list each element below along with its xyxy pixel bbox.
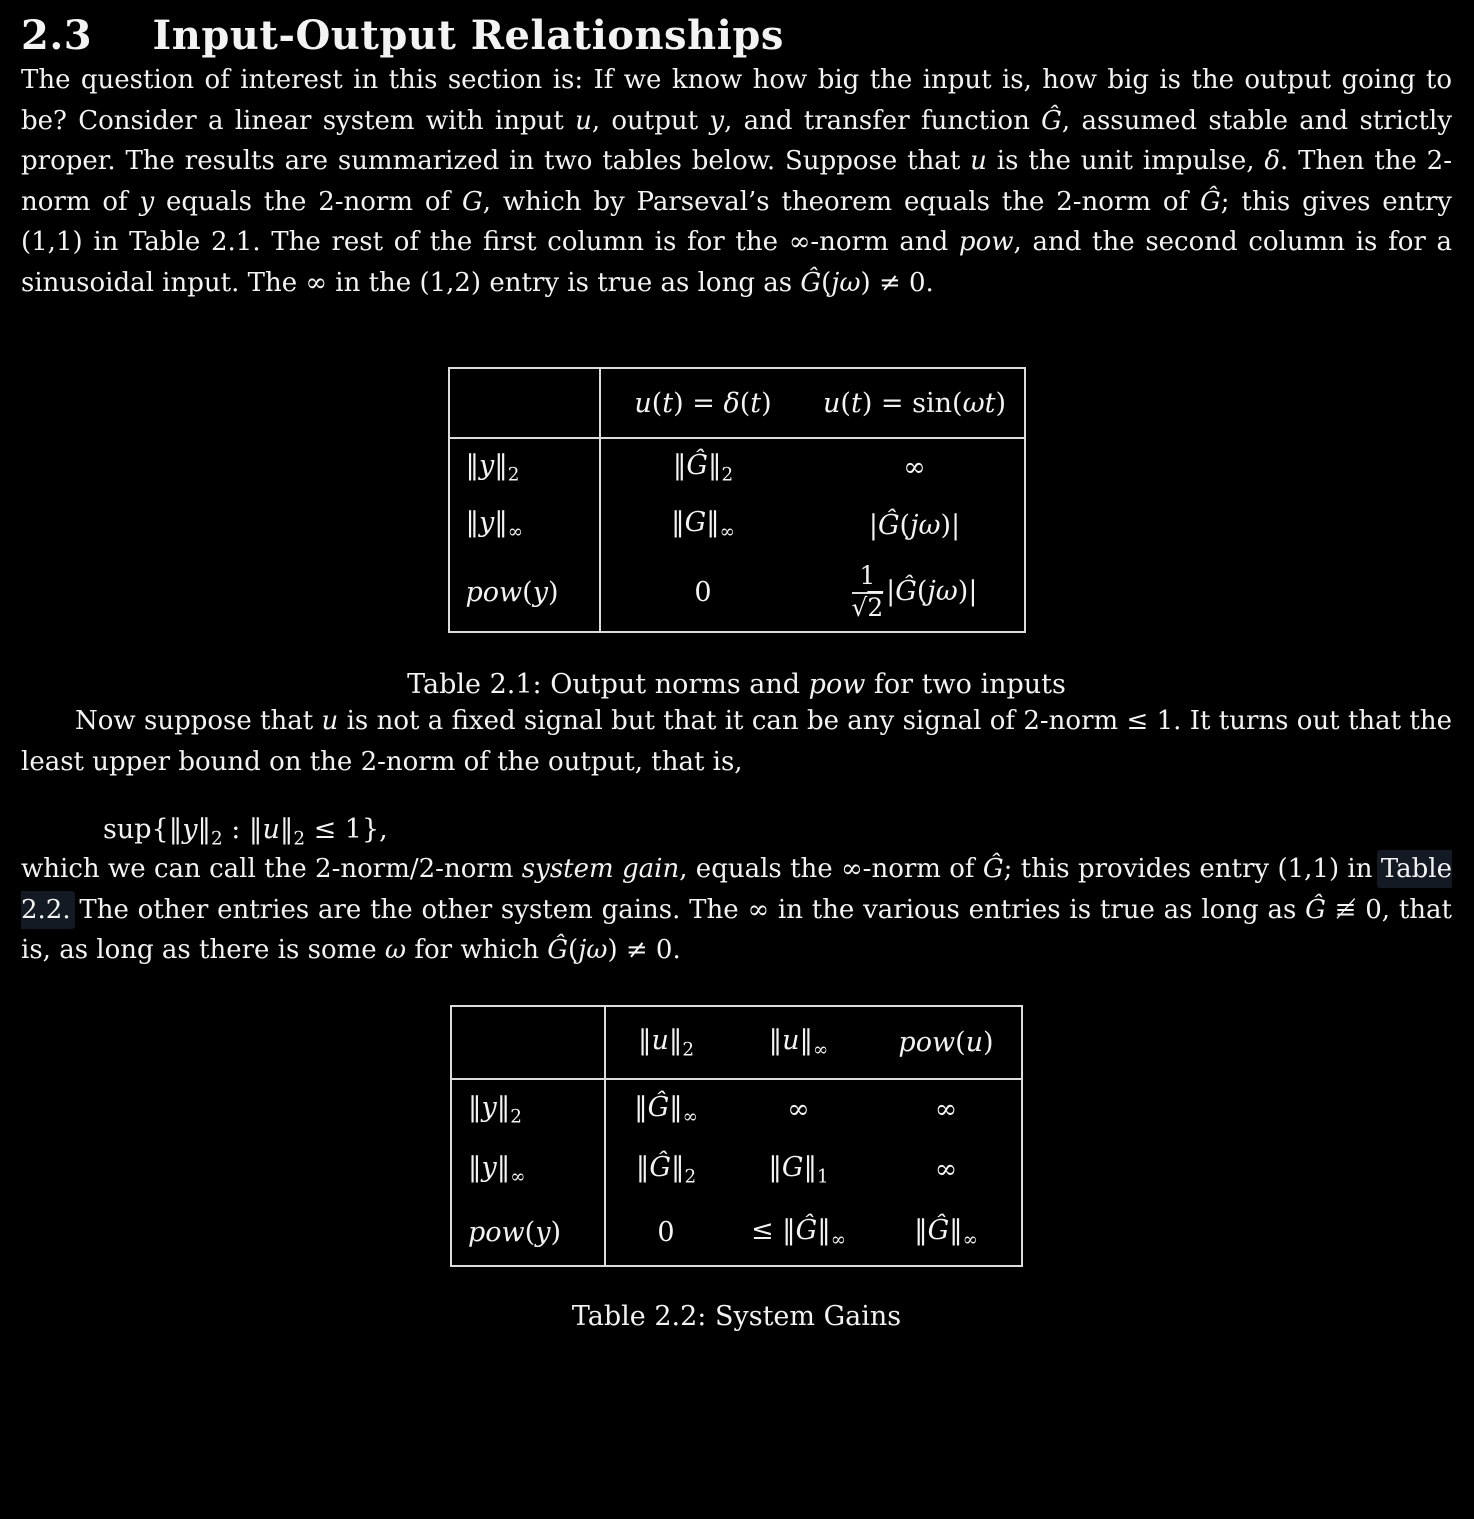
table-cell: ∞ <box>903 452 926 483</box>
table-2-1-header-row <box>449 368 1025 438</box>
table-cell: $‖Ĝ‖_2$ <box>672 449 734 486</box>
table-2-1-header-impulse-input: u(t) = δ(t) <box>634 387 772 419</box>
paragraph-3-text-after: The other entries are the other system gains. The ∞ in the various entries is true as long as Ĝ ≢ 0, that is, as long as there is some ω for which Ĝ(jω) ≠ 0. <box>21 894 1453 966</box>
section-number: 2.3 <box>21 12 93 59</box>
table-cell: |Ĝ(jω)| <box>868 509 961 541</box>
table-cell: $‖Ĝ‖_\infty$ <box>634 1091 698 1128</box>
table-2-2-header-pow-u: pow(u) <box>898 1026 994 1058</box>
table-2-2-header-u-infnorm: $‖u‖_\infty$ <box>768 1024 829 1061</box>
table-row <box>451 1201 1022 1266</box>
table-2-2 <box>450 1005 1023 1267</box>
table-2-1-caption: Table 2.1: Output norms and pow for two inputs <box>407 669 1066 700</box>
paragraph-intro: The question of interest in this section is: If we know how big the input is, how big is the output going to be? Consider a linear system with input u, output y, and transfer function Ĝ, assumed stable and strictly proper. The results are summarized in two tables below. Suppose that u is the unit impulse, δ. Then the 2-norm of y equals the 2-norm of G, which by Parseval’s theorem equals the 2-norm of Ĝ; this gives entry (1,1) in Table 2.1. The rest of the first column is for the ∞-norm and pow, and the second column is for a sinusoidal input. The ∞ in the (1,2) entry is true as long as Ĝ(jω) ≠ 0. <box>21 65 1453 298</box>
table-row <box>451 1079 1022 1139</box>
row-label-y-infnorm: $‖y‖_\infty$ <box>449 496 600 554</box>
table-2-1 <box>448 367 1026 633</box>
section-heading <box>21 12 1452 60</box>
table-2-2-reference-link[interactable]: Table 2.2. <box>21 854 1452 925</box>
section-title: Input-Output Relationships <box>152 12 784 59</box>
equation-sup-2norm: $sup\{‖y‖_2$ : $‖u‖_2 \le 1$}, <box>103 814 388 850</box>
table-cell: 0 <box>657 1217 675 1249</box>
table-row <box>451 1139 1022 1201</box>
row-label-y-2norm: $‖y‖_2$ <box>449 438 600 496</box>
table-2-2-header-u-2norm: $‖u‖_2$ <box>637 1024 695 1061</box>
table-cell: ∞ <box>787 1093 810 1125</box>
table-2-2-header-row <box>451 1006 1022 1079</box>
table-cell: $\frac{1}{√2}$ |Ĝ(jω)| <box>851 561 978 622</box>
paragraph-2: Now suppose that u is not a fixed signal but that it can be any signal of 2-norm ≤ 1. It turns out that the least upper bound on the 2-norm of the output, that is, <box>21 706 1452 777</box>
row-label-y-2norm: $‖y‖_2$ <box>451 1079 605 1139</box>
table-row <box>449 496 1025 554</box>
table-2-1-header-sinusoid-input: u(t) = sin(ωt) <box>823 387 1006 419</box>
table-cell: ∞ <box>934 1154 958 1186</box>
table-cell: 0 <box>694 577 712 608</box>
row-label-y-infnorm: $‖y‖_\infty$ <box>451 1139 605 1201</box>
table-2-1-corner-cell <box>449 368 600 438</box>
table-2-2-caption: Table 2.2: System Gains <box>571 1300 902 1332</box>
table-cell: ∞ <box>934 1093 958 1125</box>
table-cell: $‖Ĝ‖_2$ <box>635 1152 697 1188</box>
row-label-pow-y: pow(y) <box>449 554 600 632</box>
table-cell: $‖G‖_1$ <box>768 1152 829 1188</box>
table-row <box>449 554 1025 632</box>
paragraph-3-text-before: which we can call the 2-norm/2-norm system gain, equals the ∞-norm of Ĝ; this provides entry (1,1) in <box>21 854 1381 885</box>
table-cell: ≤ $‖Ĝ‖_\infty$ <box>750 1215 847 1251</box>
table-row <box>449 438 1025 496</box>
paragraph-3 <box>21 849 1452 971</box>
row-label-pow-y: pow(y) <box>451 1201 605 1266</box>
table-cell: $‖G‖_\infty$ <box>671 507 735 543</box>
table-cell: $‖Ĝ‖_\infty$ <box>914 1215 978 1251</box>
table-2-2-corner-cell <box>451 1006 605 1079</box>
